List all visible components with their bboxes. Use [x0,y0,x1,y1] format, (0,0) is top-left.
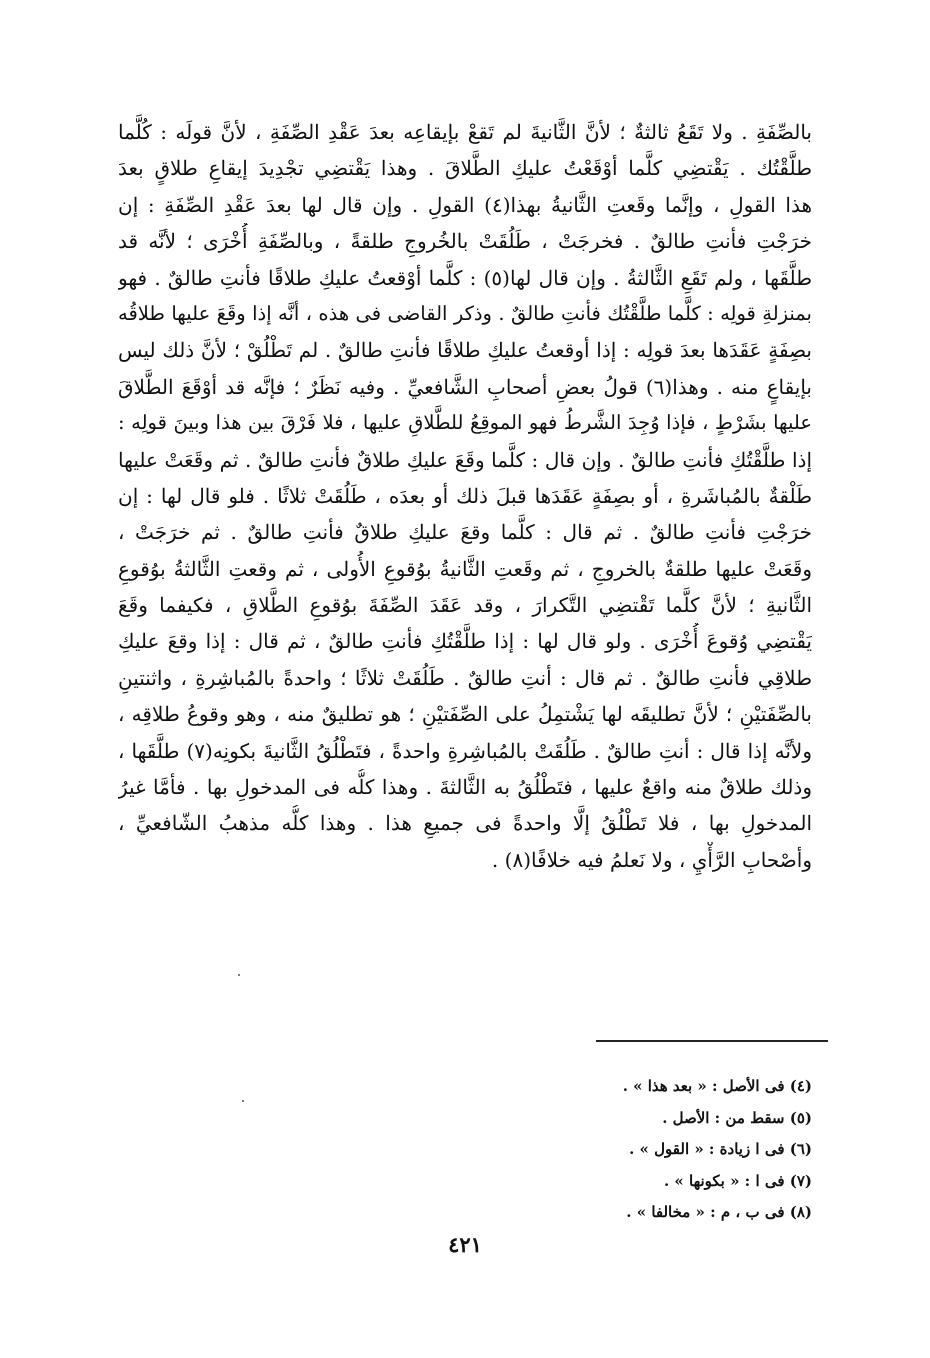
text-line: خرَجْتِ فأنتِ طالقٌ . فخرجَتْ ، طَلُقَتْ بالخُروجِ طلقةً ، وبالصِّفَةِ أُخْرَى ؛ لأنَّه قد [118,229,812,254]
scan-speck [238,974,240,976]
footnote: (٨) فى ب ، م : « مخالفا » . [626,1203,812,1222]
footnote: (٧) فى ا : « بكونها » . [663,1171,812,1190]
text-line: عليها بشَرْطٍ ، فإذا وُجِدَ الشَّرطُ فهو الموقِعُ للطَّلاقِ عليها ، فلا فَرْقَ بين هذا وبينَ قولِه : [118,411,812,435]
text-line: المدخولِ بها ، فلا تَطْلُقُ إلَّا واحدةً فى جميعِ هذا . وهذا كلُّه مذهبُ الشّافعيِّ ، [118,811,812,836]
text-line: إذا طلَّقْتُكِ فأنتِ طالقٌ . وإن قال : كلَّما وقَعَ عليكِ طلاقٌ فأنتِ طالقٌ . ثم وقَعَتْ عليها [118,447,812,472]
scan-speck [242,1100,244,1102]
text-line: بصِفَةٍ عَقَدَها بعدَ قولِه : إذا أوقعتُ عليكِ طلاقًا فأنتِ طالقٌ . لم تَطْلُقْ ؛ لأنَّ ذلك ليس [118,338,812,363]
text-line: وأصْحابِ الرَّأْيِ ، ولا نَعلمُ فيه خلافًا(٨) . [491,847,812,872]
text-line: طلَّقَها ، ولم تَقَعِ الثَّالثةُ . وإن قال لها(٥) : كلَّما أوْقعتُ عليكِ طلاقًا فأنتِ طالقٌ . فهو [118,265,812,290]
text-line: طلاقِي فأنتِ طالقٌ . ثم قال : أنتِ طالقٌ . طَلُقَتْ ثلاثًا ؛ واحدةً بالمُباشِرةِ ، واثنتينِ [118,665,812,690]
text-line: بإيقاعٍ منه . وهذا(٦) قولُ بعضِ أصحابِ الشَّافعيِّ . وفيه نَظَرٌ ؛ فإنَّه قد أوْقَعَ الطَّلاقَ [118,374,812,399]
text-line: وقَعَتْ عليها طلقةٌ بالخروجِ ، ثم وقَعتِ الثَّانيةُ بوُقوعِ الأُولى ، ثم وقعتِ الثَّالثةُ بوُقوعِ [118,556,812,581]
text-line: يَقْتضِي وُقوعَ أُخْرَى . ولو قال لها : إذا طلَّقْتُكِ فأنتِ طالقٌ ، ثم قال : إذا وقعَ عليكِ [118,629,812,654]
main-text [118,114,812,878]
text-line: وذلك طلاقٌ منه واقعٌ عليها ، فتَطْلُقُ به الثَّالثةَ . وهذا كلُّه فى المدخولِ بها . فأمَّا غيرُ [118,775,812,800]
text-line: بالصِّفَتيْنِ ؛ لأنَّ تطليقَه لها يَشْتمِلُ على الصِّفَتيْنِ ؛ هو تطليقٌ منه ، وهو وقوعُ طلاقِه ، [118,702,812,727]
footnotes [420,1071,812,1229]
text-line: طلَّقْتُك . يَقْتضِي كلَّما أوْقَعْتُ عليكِ الطَّلاقَ . وهذا يَقْتضِي تجْدِيدَ إيقاعِ طلاقٍ بعدَ [118,156,812,181]
text-line: طَلْقةٌ بالمُباشَرةِ ، أو بصِفَةٍ عَقَدَها قبلَ ذلك أو بعدَه ، طَلُقَتْ ثلاثًا . فلو قال لها : إن [118,483,812,508]
text-line: الثَّانيةِ ؛ لأنَّ كلَّما تَقْتضِي التَّكرارَ ، وقد عَقَدَ الصِّفَةَ بوُقوعِ الطَّلاقِ ، فكيفما وقَعَ [118,593,812,618]
page-number: ٤٢١ [448,1232,482,1257]
text-line: بمنزلةِ قولِه : كلَّما طلَّقْتُك فأنتِ طالقٌ . وذكر القاضى فى هذه ، أنَّه إذا وقَعَ عليها طلاقُه [118,301,812,325]
text-line: بالصِّفَةِ . ولا تَقَعُ ثالثةٌ ؛ لأنَّ الثَّانيةَ لم تَقعْ بإيقاعِه بعدَ عَقْدِ الصِّفَةِ ، لأنَّ قولَه : كُلَّما [118,120,812,144]
footnote-divider [596,1040,828,1042]
footnote: (٦) فى ا زيادة : « القول » . [629,1140,812,1159]
text-line: خرَجْتِ فأنتِ طالقٌ . ثم قال : كلَّما وقعَ عليكِ طلاقٌ فأنتِ طالقٌ . ثم خرَجَتْ ، [118,520,812,545]
footnote: (٤) فى الأصل : « بعد هذا » . [622,1077,812,1095]
text-line: ولأنَّه إذا قال : أنتِ طالقٌ . طَلُقَتْ بالمُباشِرةِ واحدةً ، فتَطْلُقُ الثَّانيةَ بكونِه(٧) طلَّقَها ، [118,738,812,763]
text-line: هذا القولِ ، وإنَّما وقَعتِ الثَّانيةُ بهذا(٤) القولِ . وإن قال لها بعدَ عَقْدِ الصِّفَةِ : إن [118,192,812,217]
footnote: (٥) سقط من : الأصل . [662,1108,812,1127]
